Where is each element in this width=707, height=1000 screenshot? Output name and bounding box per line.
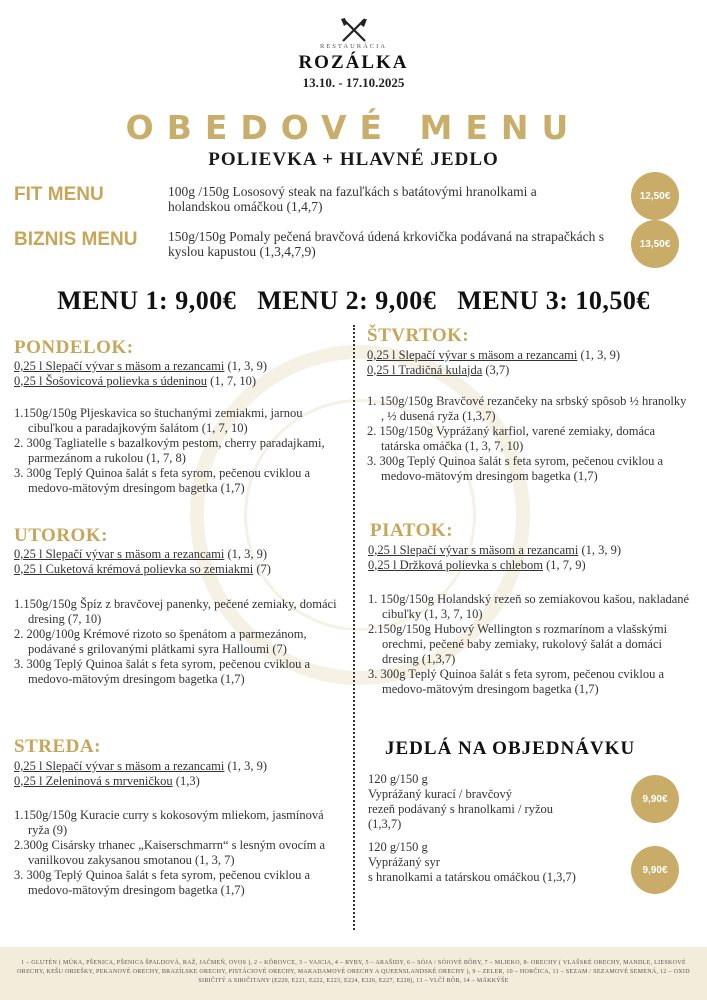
- fit-menu-description: 100g /150g Lososový steak na fazuľkách s batátovými hranolkami a holandskou omáčkou (1,4,7): [168, 184, 537, 214]
- order-item-line: s hranolkami a tatárskou omáčkou (1,3,7): [368, 870, 576, 884]
- order-item-1: [368, 772, 608, 832]
- dish-item: 1. 150g/150g Holandský rezeň so zemiakovou kašou, nakladané cibuľky (1, 3, 7, 10): [368, 592, 690, 621]
- soup-allergens: (1, 3, 9): [224, 547, 268, 561]
- day-title-stvrtok: ŠTVRTOK:: [367, 325, 470, 346]
- dish-item: 3. 300g Teplý Quinoa šalát s feta syrom, pečenou cviklou a medovo-mätovým dresingom bagetka (1,7): [368, 667, 665, 696]
- soup-allergens: (1,3): [172, 773, 200, 788]
- order-item-1-price: 9,90€: [631, 775, 679, 823]
- soup-item: 0,25 l Tradičná kulajda: [367, 362, 483, 377]
- order-item-line: (1,3,7): [368, 817, 402, 831]
- soup-item: 0,25 l Cuketová krémová polievka so zemiakmi: [14, 561, 254, 576]
- dish-item: 1. 150g/150g Bravčové rezančeky na srbský spôsob ½ hranolky , ½ dusená ryža (1,3,7): [367, 394, 687, 423]
- logo-label: RESTAURÁCIA: [320, 43, 387, 50]
- dish-item: 1.150g/150g Pljeskavica so štuchanými zemiakmi, jarnou cibuľkou a paradajkovým šalátom (1, 7, 10): [14, 406, 303, 435]
- order-item-line: 120 g/150 g: [368, 840, 428, 854]
- dish-item: 3. 300g Teplý Quinoa šalát s feta syrom, pečenou cviklou a medovo-mätovým dresingom bagetka (1,7): [14, 868, 311, 897]
- soup-allergens: (1, 7, 9): [542, 557, 586, 572]
- page-subtitle: POLIEVKA + HLAVNÉ JEDLO: [208, 149, 499, 170]
- dish-item: 2.300g Cisársky trhanec „Kaiserschmarrn“ s lesným ovocím a vanilkovou zakysanou smotanou (1, 3, 7): [14, 838, 326, 867]
- dishes-utorok: [14, 597, 344, 687]
- allergen-list: 1 – GLUTÉN ( MÚKA, PŠENICA, PŠENICA ŠPALDOVÁ, RAŽ, JAČMEŇ, OVOS ), 2 – KÔROVCE, 3 – VAJCIA, 4 – RYBY, 5 – ARAŠIDY, 6 – SÓJA / SÓJOVÉ BÔBY, 7 – MLIEKO, 8- ORECHY ( VLAŠSKÉ ORECHY, MANDLE, LIESKOVÉ ORECHY, KEŠU ORIEŠKY, PEKANOVÉ ORECHY, BRAZÍLSKE ORECHY, PISTÁCIOVÉ ORECHY, MAKADAMOVÉ ORECHY A QUEENSLANDSKÉ ORECHY ), 9 – ZELER, 10 – HORČICA, 11 – SEZAM / SEZAMOVÉ SEMENÁ, 12 – OXID SIRIČITÝ A SIRIČITANY (E220, E221, E222, E223, E224, E226, E227, E228), 13 – VLČÍ BÔB, 14 – MÄKKÝŠE: [17, 960, 690, 984]
- biznis-menu-label: BIZNIS MENU: [14, 229, 138, 250]
- order-item-line: 120 g/150 g: [368, 772, 428, 786]
- order-item-line: Vyprážaný syr: [368, 855, 440, 869]
- soup-allergens: (1, 3, 9): [578, 543, 622, 557]
- allergen-footer: [0, 947, 707, 1000]
- soup-allergens: (1, 3, 9): [577, 348, 621, 362]
- soup-allergens: (1, 3, 9): [224, 359, 268, 373]
- dish-item: 1.150g/150g Špíz z bravčovej panenky, pečené zemiaky, domáci dresing (7, 10): [14, 597, 337, 626]
- soup-allergens: (7): [253, 561, 271, 576]
- soup-allergens: (1, 3, 9): [224, 759, 268, 773]
- day-title-piatok: PIATOK:: [370, 520, 454, 541]
- order-item-2: [368, 840, 628, 885]
- soup-item: 0,25 l Slepačí vývar s mäsom a rezancami: [14, 547, 225, 561]
- restaurant-name: ROZÁLKA: [298, 52, 409, 73]
- dish-item: 2. 200g/100g Krémové rizoto so špenátom a parmezánom, podávané s grilovanými plátkami syra Halloumi (7): [14, 627, 307, 656]
- order-item-line: Vyprážaný kurací / bravčový: [368, 787, 513, 801]
- dish-item: 2. 150g/150g Vyprážaný karfiol, varené zemiaky, domáca tatárska omáčka (1, 3, 7, 10): [367, 424, 656, 453]
- soup-item: 0,25 l Slepačí vývar s mäsom a rezancami: [367, 348, 578, 362]
- soup-item: 0,25 l Šošovicová polievka s údeninou: [14, 373, 208, 388]
- day-title-streda: STREDA:: [14, 736, 101, 757]
- column-divider: [353, 325, 355, 930]
- fit-menu-price: 12,50€: [631, 172, 679, 220]
- soup-item: 0,25 l Slepačí vývar s mäsom a rezancami: [14, 359, 225, 373]
- soup-allergens: (3,7): [482, 362, 510, 377]
- fork-knife-icon: [339, 17, 369, 43]
- soup-item: 0,25 l Slepačí vývar s mäsom a rezancami: [14, 759, 225, 773]
- dish-item: 3. 300g Teplý Quinoa šalát s feta syrom, pečenou cviklou a medovo-mätovým dresingom bagetka (1,7): [367, 454, 664, 483]
- soup-allergens: (1, 7, 10): [207, 373, 256, 388]
- soup-item: 0,25 l Držková polievka s chlebom: [368, 557, 543, 572]
- biznis-menu-price: 13,50€: [631, 220, 679, 268]
- dish-item: 2. 300g Tagliatelle s bazalkovým pestom, cherry paradajkami, parmezánom a rukolou (1, 7, 8): [14, 436, 325, 465]
- order-item-2-price: 9,90€: [631, 846, 679, 894]
- dish-item: 3. 300g Teplý Quinoa šalát s feta syrom, pečenou cviklou a medovo-mätovým dresingom bagetka (1,7): [14, 466, 311, 495]
- soup-item: 0,25 l Slepačí vývar s mäsom a rezancami: [368, 543, 579, 557]
- menu-prices-line: MENU 1: 9,00€ MENU 2: 9,00€ MENU 3: 10,50€: [57, 286, 650, 315]
- soups-stvrtok: [367, 348, 697, 377]
- dishes-stvrtok: [367, 394, 692, 484]
- soups-pondelok: [14, 359, 344, 388]
- dish-item: 1.150g/150g Kuracie curry s kokosovým mliekom, jasmínová ryža (9): [14, 808, 324, 837]
- order-item-line: rezeň podávaný s hranolkami / ryžou: [368, 802, 554, 816]
- dishes-piatok: [368, 592, 698, 697]
- day-title-utorok: UTOROK:: [14, 525, 108, 546]
- soups-streda: [14, 759, 344, 788]
- date-range: 13.10. - 17.10.2025: [302, 75, 405, 90]
- soups-utorok: [14, 547, 344, 576]
- day-title-pondelok: PONDELOK:: [14, 337, 134, 358]
- biznis-menu-description: 150g/150g Pomaly pečená bravčová údená krkovička podávaná na strapačkách s kyslou kapustou (1,3,4,7,9): [168, 229, 604, 259]
- dishes-streda: [14, 808, 344, 898]
- dishes-pondelok: [14, 406, 334, 496]
- fit-menu-label: FIT MENU: [14, 184, 104, 205]
- page-title: OBEDOVÉ MENU: [125, 108, 582, 147]
- soup-item: 0,25 l Zeleninová s mrveničkou: [14, 773, 173, 788]
- dish-item: 2.150g/150g Hubový Wellington s rozmarínom a vlašskými orechmi, pečené baby zemiaky, rukolový šalát a domáci dresing (1,3,7): [368, 622, 668, 666]
- soups-piatok: [368, 543, 698, 572]
- dish-item: 3. 300g Teplý Quinoa šalát s feta syrom, pečenou cviklou a medovo-mätovým dresingom bagetka (1,7): [14, 657, 311, 686]
- order-section-title: JEDLÁ NA OBJEDNÁVKU: [385, 738, 636, 759]
